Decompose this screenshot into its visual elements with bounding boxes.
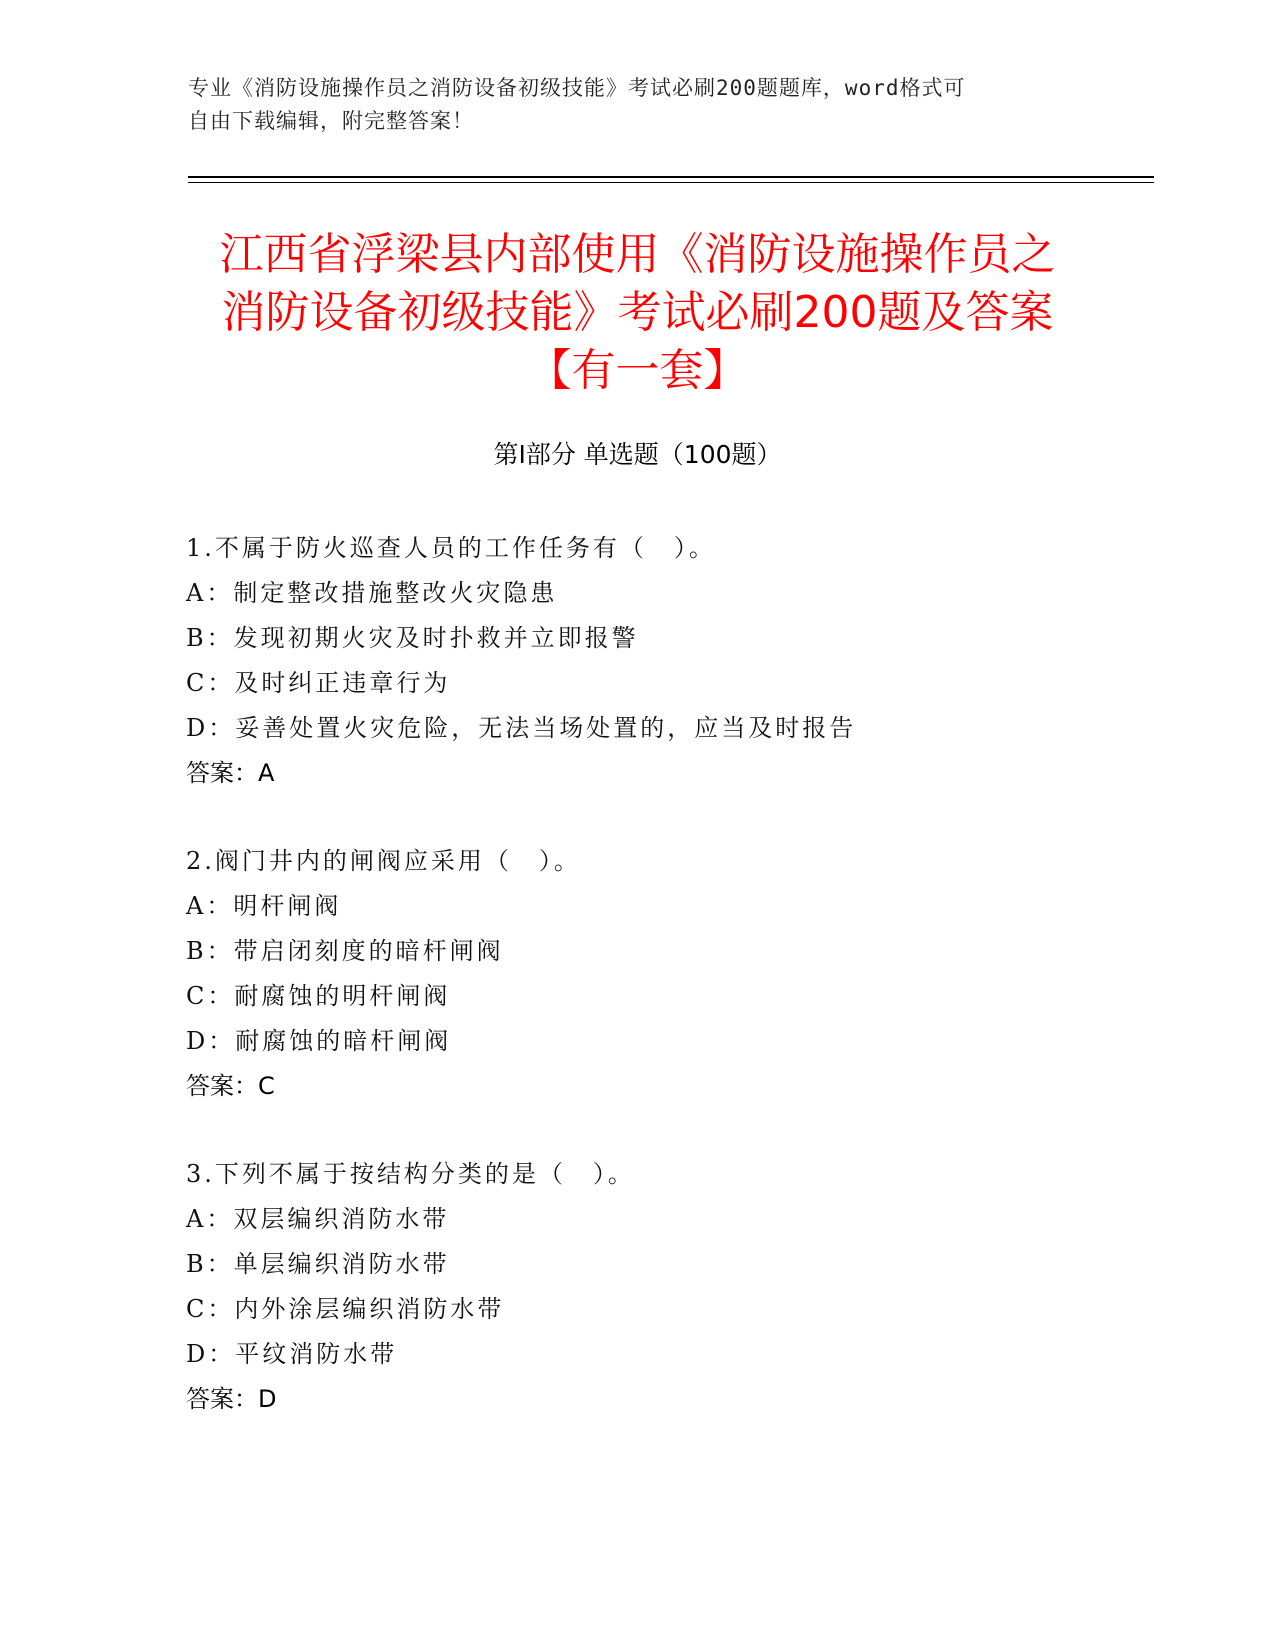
answer-line: 答案：C: [186, 1072, 275, 1100]
title-line-2: 消防设备初级技能》考试必刷200题及答案: [221, 287, 1054, 338]
option-a: A：双层编织消防水带: [186, 1205, 450, 1233]
intro-line-2: 自由下载编辑，附完整答案！: [188, 109, 474, 133]
answer-line: 答案：D: [186, 1385, 277, 1413]
intro-line-1: 专业《消防设施操作员之消防设备初级技能》考试必刷200题题库，word格式可: [188, 76, 966, 100]
option-c: C：内外涂层编织消防水带: [186, 1295, 505, 1323]
document-title: [150, 226, 1125, 400]
option-d: D：平纹消防水带: [186, 1340, 398, 1368]
question-1: [186, 526, 1186, 796]
question-2: [186, 839, 1186, 1109]
option-b: B：发现初期火灾及时扑救并立即报警: [186, 624, 639, 652]
document-intro: [188, 72, 1088, 138]
title-line-1: 江西省浮梁县内部使用《消防设施操作员之: [219, 229, 1056, 280]
option-d: D：耐腐蚀的暗杆闸阀: [186, 1027, 452, 1055]
question-3: [186, 1152, 1186, 1422]
answer-line: 答案：A: [186, 759, 275, 787]
option-b: B：带启闭刻度的暗杆闸阀: [186, 937, 504, 965]
title-line-3: 【有一套】: [527, 345, 748, 396]
option-c: C：及时纠正违章行为: [186, 669, 451, 697]
section-heading: 第Ⅰ部分 单选题（100题）: [493, 440, 782, 469]
option-a: A：制定整改措施整改火灾隐患: [186, 579, 558, 607]
option-d: D：妥善处置火灾危险，无法当场处置的，应当及时报告: [186, 714, 857, 742]
question-stem: 1.不属于防火巡查人员的工作任务有（ ）。: [186, 534, 716, 562]
question-stem: 3.下列不属于按结构分类的是（ ）。: [186, 1160, 635, 1188]
option-a: A：明杆闸阀: [186, 892, 342, 920]
header-divider-thick: [188, 176, 1154, 178]
option-b: B：单层编织消防水带: [186, 1250, 450, 1278]
question-list: [186, 526, 1186, 1465]
question-stem: 2.阀门井内的闸阀应采用（ ）。: [186, 847, 581, 875]
option-c: C：耐腐蚀的明杆闸阀: [186, 982, 451, 1010]
header-divider-thin: [188, 182, 1154, 183]
